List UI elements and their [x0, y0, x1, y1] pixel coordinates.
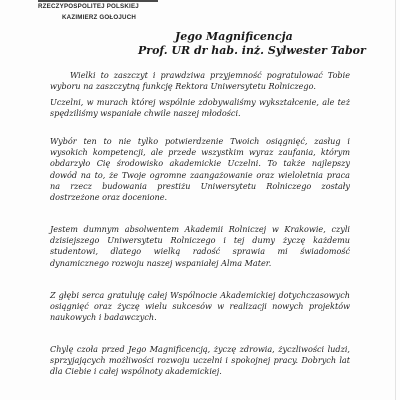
page-edge — [395, 0, 396, 400]
letterhead-institution: RZECZYPOSPOLITEJ POLSKIEJ — [38, 3, 139, 10]
paragraph-graduate: Jestem dumnym absolwentem Akademii Rolniczej w Krakowie, czyli dzisiejszego Uniwersytetu Rolniczego i tej dumy życzę każdemu studentowi, dlatego wielką radość sprawia mi świadomość dynamicznego rozwoju naszej wspaniałej Alma Mater. — [50, 224, 350, 268]
paragraph-alma-mater: Uczelni, w murach której wspólnie zdobywaliśmy wykształcenie, ale też spędziliśmy wspaniałe chwile naszej młodości. — [50, 97, 350, 119]
addressee-name: Prof. UR dr hab. inż. Sylwester Tabor — [138, 44, 366, 57]
paragraph-achievements: Wybór ten to nie tylko potwierdzenie Twoich osiągnięć, zasług i wysokich kompetencji, ale przede wszystkim wyraz zaufania, którym obdarzyło Cię środowisko akademickie Uczelni. To także najlepszy dowód na to, że Twoje ogromne zaangażowanie oraz wieloletnia praca na rzecz budowania prestiżu Uniwersytetu Rolniczego zostały dostrzeżone oraz docenione. — [50, 136, 350, 203]
paragraph-congratulations: Wielki to zaszczyt i prawdziwa przyjemność pogratulować Tobie wyboru na zaszczytną funkcję Rektora Uniwersytetu Rolniczego. — [50, 70, 350, 92]
letterhead-author: KAZIMIERZ GOŁOJUCH — [62, 14, 137, 21]
letterhead-rule — [38, 0, 158, 2]
paragraph-closing: Chylę czoła przed Jego Magnificencją, życzę zdrowia, życzliwości ludzi, sprzyjających możliwości rozwoju uczelni i spokojnej pracy. Dobrych lat dla Ciebie i całej wspólnoty akademickiej. — [50, 344, 350, 377]
addressee-title: Jego Magnificencja — [175, 30, 293, 43]
paragraph-community: Z głębi serca gratuluję całej Wspólnocie Akademickiej dotychczasowych osiągnięć oraz życzę wielu sukcesów w realizacji nowych projektów naukowych i badawczych. — [50, 290, 350, 323]
